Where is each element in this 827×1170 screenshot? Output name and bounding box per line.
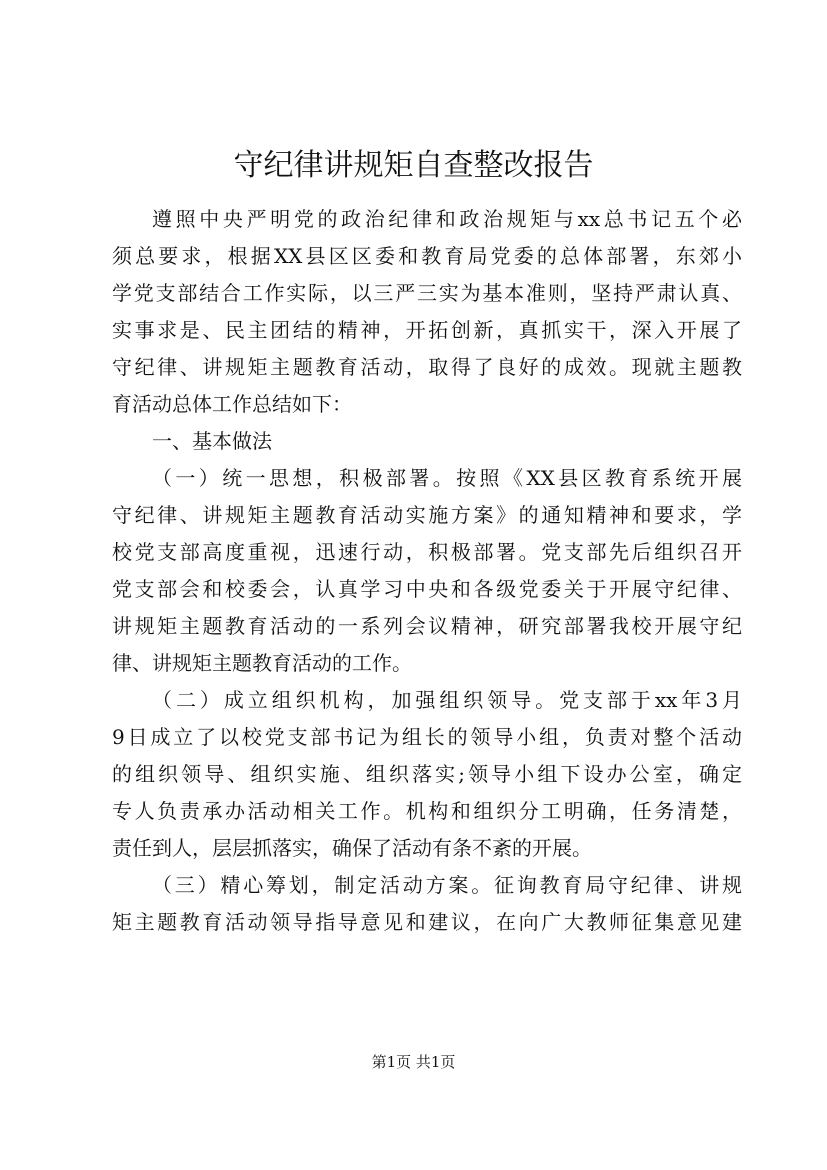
text-line: 党支部会和校委会，认真学习中央和各级党委关于开展守纪律、: [112, 577, 742, 601]
document-body: [112, 201, 742, 941]
text-line: 讲规矩主题教育活动的一系列会议精神，研究部署我校开展守纪: [112, 614, 742, 638]
text-line: 育活动总体工作总结如下：: [112, 392, 352, 416]
text-line: 实事求是、民主团结的精神，开拓创新，真抓实干，深入开展了: [112, 318, 742, 342]
text-line: 遵照中央严明党的政治纪律和政治规矩与xx总书记五个必: [152, 207, 742, 231]
text-line: 学党支部结合工作实际，以三严三实为基本准则，坚持严肃认真、: [112, 281, 742, 305]
text-line: 校党支部高度重视，迅速行动，积极部署。党支部先后组织召开: [112, 540, 742, 564]
text-line: 守纪律、讲规矩主题教育活动，取得了良好的成效。现就主题教: [112, 355, 742, 379]
text-line: 一、基本做法: [152, 429, 272, 453]
paragraph-3: [112, 867, 742, 941]
text-line: 责任到人，层层抓落实，确保了活动有条不紊的开展。: [112, 836, 592, 860]
document-title: 守纪律讲规矩自查整改报告: [233, 148, 594, 183]
text-line: 须总要求，根据XX县区区委和教育局党委的总体部署，东郊小: [112, 244, 742, 268]
paragraph-intro: [112, 201, 742, 423]
text-line: 专人负责承办活动相关工作。机构和组织分工明确，任务清楚，: [112, 799, 742, 823]
text-line: 矩主题教育活动领导指导意见和建议，在向广大教师征集意见建: [112, 910, 742, 934]
page-footer: 第1页 共1页: [371, 1053, 456, 1071]
text-line: （一）统一思想，积极部署。按照《XX县区教育系统开展: [152, 466, 742, 490]
text-line: 守纪律、讲规矩主题教育活动实施方案》的通知精神和要求，学: [112, 503, 742, 527]
paragraph-1: [112, 460, 742, 682]
paragraph-2: [112, 682, 742, 867]
text-line: （二）成立组织机构，加强组织领导。党支部于xx年3月: [152, 688, 742, 712]
section-heading: [112, 423, 742, 460]
text-line: 9日成立了以校党支部书记为组长的领导小组，负责对整个活动: [112, 725, 742, 749]
text-line: 律、讲规矩主题教育活动的工作。: [112, 651, 412, 675]
text-line: 的组织领导、组织实施、组织落实;领导小组下设办公室，确定: [112, 762, 742, 786]
text-line: （三）精心筹划，制定活动方案。征询教育局守纪律、讲规: [152, 873, 742, 897]
